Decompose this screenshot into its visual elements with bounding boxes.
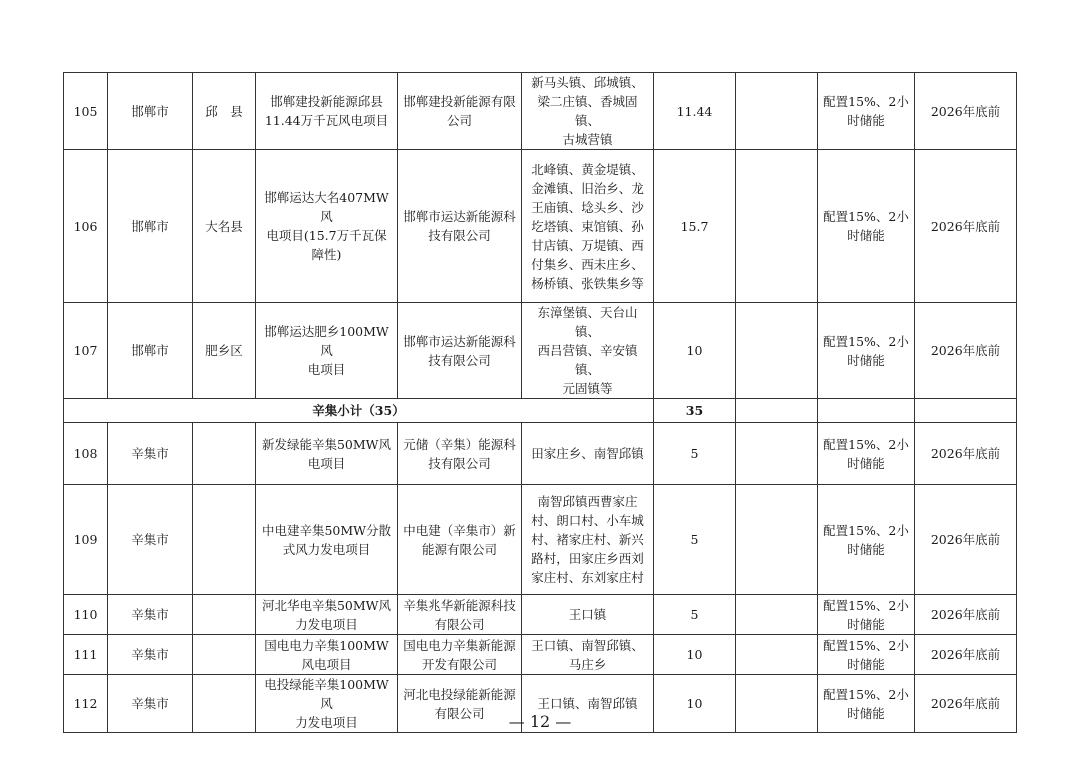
cell-storage: 配置15%、2小 时储能 xyxy=(818,423,915,485)
cell-time: 2026年底前 xyxy=(915,73,1017,150)
table-row xyxy=(64,150,1017,303)
cell-unit: 邯郸建投新能源有限公司 xyxy=(398,73,522,150)
table-row xyxy=(64,485,1017,595)
cell-county xyxy=(193,485,256,595)
cell-no: 106 xyxy=(64,150,108,303)
subtotal-row xyxy=(64,399,1017,423)
cell-blank xyxy=(736,303,818,399)
cell-unit: 河北电投绿能新能源有限公司 xyxy=(398,675,522,733)
cell-blank xyxy=(736,73,818,150)
cell-location: 王口镇、南智邱镇、 马庄乡 xyxy=(522,635,654,675)
cell-location: 北峰镇、黄金堤镇、 金滩镇、旧治乡、龙 王庙镇、埝头乡、沙 圪塔镇、束馆镇、孙 甘店镇、万堤镇、西 付集乡、西未庄乡、 杨桥镇、张铁集乡等 xyxy=(522,150,654,303)
cell-storage: 配置15%、2小 时储能 xyxy=(818,595,915,635)
cell-location: 王口镇 xyxy=(522,595,654,635)
cell-city: 邯郸市 xyxy=(108,150,193,303)
cell-capacity: 10 xyxy=(654,303,736,399)
project-table xyxy=(63,72,1017,733)
cell-city: 辛集市 xyxy=(108,595,193,635)
cell-time: 2026年底前 xyxy=(915,635,1017,675)
cell-unit: 辛集兆华新能源科技有限公司 xyxy=(398,595,522,635)
cell-time: 2026年底前 xyxy=(915,303,1017,399)
cell-project: 邯郸运达肥乡100MW风 电项目 xyxy=(256,303,398,399)
cell-capacity: 5 xyxy=(654,423,736,485)
page-number: — 12 — xyxy=(508,712,572,731)
cell-project: 邯郸建投新能源邱县 11.44万千瓦风电项目 xyxy=(256,73,398,150)
cell-time: 2026年底前 xyxy=(915,485,1017,595)
cell-location: 南智邱镇西曹家庄 村、朗口村、小车城 村、褚家庄村、新兴 路村，田家庄乡西刘 家庄村、东刘家庄村 xyxy=(522,485,654,595)
cell-blank xyxy=(736,150,818,303)
cell-blank xyxy=(818,399,915,423)
cell-no: 105 xyxy=(64,73,108,150)
cell-capacity: 10 xyxy=(654,675,736,733)
cell-city: 辛集市 xyxy=(108,485,193,595)
cell-time: 2026年底前 xyxy=(915,150,1017,303)
cell-storage: 配置15%、2小 时储能 xyxy=(818,635,915,675)
cell-no: 109 xyxy=(64,485,108,595)
cell-project: 河北华电辛集50MW风 力发电项目 xyxy=(256,595,398,635)
cell-location: 新马头镇、邱城镇、 梁二庄镇、香城固镇、 古城营镇 xyxy=(522,73,654,150)
cell-city: 邯郸市 xyxy=(108,303,193,399)
cell-project: 邯郸运达大名407MW风 电项目(15.7万千瓦保 障性) xyxy=(256,150,398,303)
cell-city: 辛集市 xyxy=(108,423,193,485)
table-row xyxy=(64,303,1017,399)
cell-no: 111 xyxy=(64,635,108,675)
cell-county: 肥乡区 xyxy=(193,303,256,399)
cell-capacity: 15.7 xyxy=(654,150,736,303)
cell-unit: 国电电力辛集新能源开发有限公司 xyxy=(398,635,522,675)
cell-storage: 配置15%、2小 时储能 xyxy=(818,150,915,303)
cell-county xyxy=(193,423,256,485)
cell-location: 王口镇、南智邱镇 xyxy=(522,675,654,733)
table-row xyxy=(64,423,1017,485)
cell-county: 邱 县 xyxy=(193,73,256,150)
cell-capacity: 10 xyxy=(654,635,736,675)
cell-project: 电投绿能辛集100MW风 力发电项目 xyxy=(256,675,398,733)
cell-capacity: 5 xyxy=(654,595,736,635)
cell-storage: 配置15%、2小 时储能 xyxy=(818,675,915,733)
cell-project: 新发绿能辛集50MW风 电项目 xyxy=(256,423,398,485)
cell-blank xyxy=(915,399,1017,423)
cell-no: 112 xyxy=(64,675,108,733)
cell-project: 中电建辛集50MW分散 式风力发电项目 xyxy=(256,485,398,595)
cell-no: 108 xyxy=(64,423,108,485)
cell-unit: 元储（辛集）能源科技有限公司 xyxy=(398,423,522,485)
table-row xyxy=(64,635,1017,675)
cell-blank xyxy=(736,595,818,635)
cell-blank xyxy=(736,635,818,675)
cell-capacity: 11.44 xyxy=(654,73,736,150)
cell-county: 大名县 xyxy=(193,150,256,303)
subtotal-value: 35 xyxy=(654,399,736,423)
table-row xyxy=(64,73,1017,150)
cell-blank xyxy=(736,485,818,595)
cell-no: 107 xyxy=(64,303,108,399)
cell-storage: 配置15%、2小 时储能 xyxy=(818,73,915,150)
cell-time: 2026年底前 xyxy=(915,595,1017,635)
cell-county xyxy=(193,635,256,675)
cell-storage: 配置15%、2小 时储能 xyxy=(818,303,915,399)
cell-project: 国电电力辛集100MW 风电项目 xyxy=(256,635,398,675)
cell-unit: 邯郸市运达新能源科技有限公司 xyxy=(398,303,522,399)
table-row xyxy=(64,595,1017,635)
cell-blank xyxy=(736,399,818,423)
cell-city: 辛集市 xyxy=(108,675,193,733)
cell-unit: 邯郸市运达新能源科技有限公司 xyxy=(398,150,522,303)
cell-city: 辛集市 xyxy=(108,635,193,675)
cell-time: 2026年底前 xyxy=(915,423,1017,485)
subtotal-label: 辛集小计（35） xyxy=(64,399,654,423)
cell-storage: 配置15%、2小 时储能 xyxy=(818,485,915,595)
cell-city: 邯郸市 xyxy=(108,73,193,150)
cell-unit: 中电建（辛集市）新能源有限公司 xyxy=(398,485,522,595)
cell-time: 2026年底前 xyxy=(915,675,1017,733)
cell-no: 110 xyxy=(64,595,108,635)
cell-location: 东漳堡镇、天台山镇、 西吕营镇、辛安镇镇、 元固镇等 xyxy=(522,303,654,399)
cell-location: 田家庄乡、南智邱镇 xyxy=(522,423,654,485)
cell-capacity: 5 xyxy=(654,485,736,595)
cell-county xyxy=(193,595,256,635)
cell-blank xyxy=(736,423,818,485)
